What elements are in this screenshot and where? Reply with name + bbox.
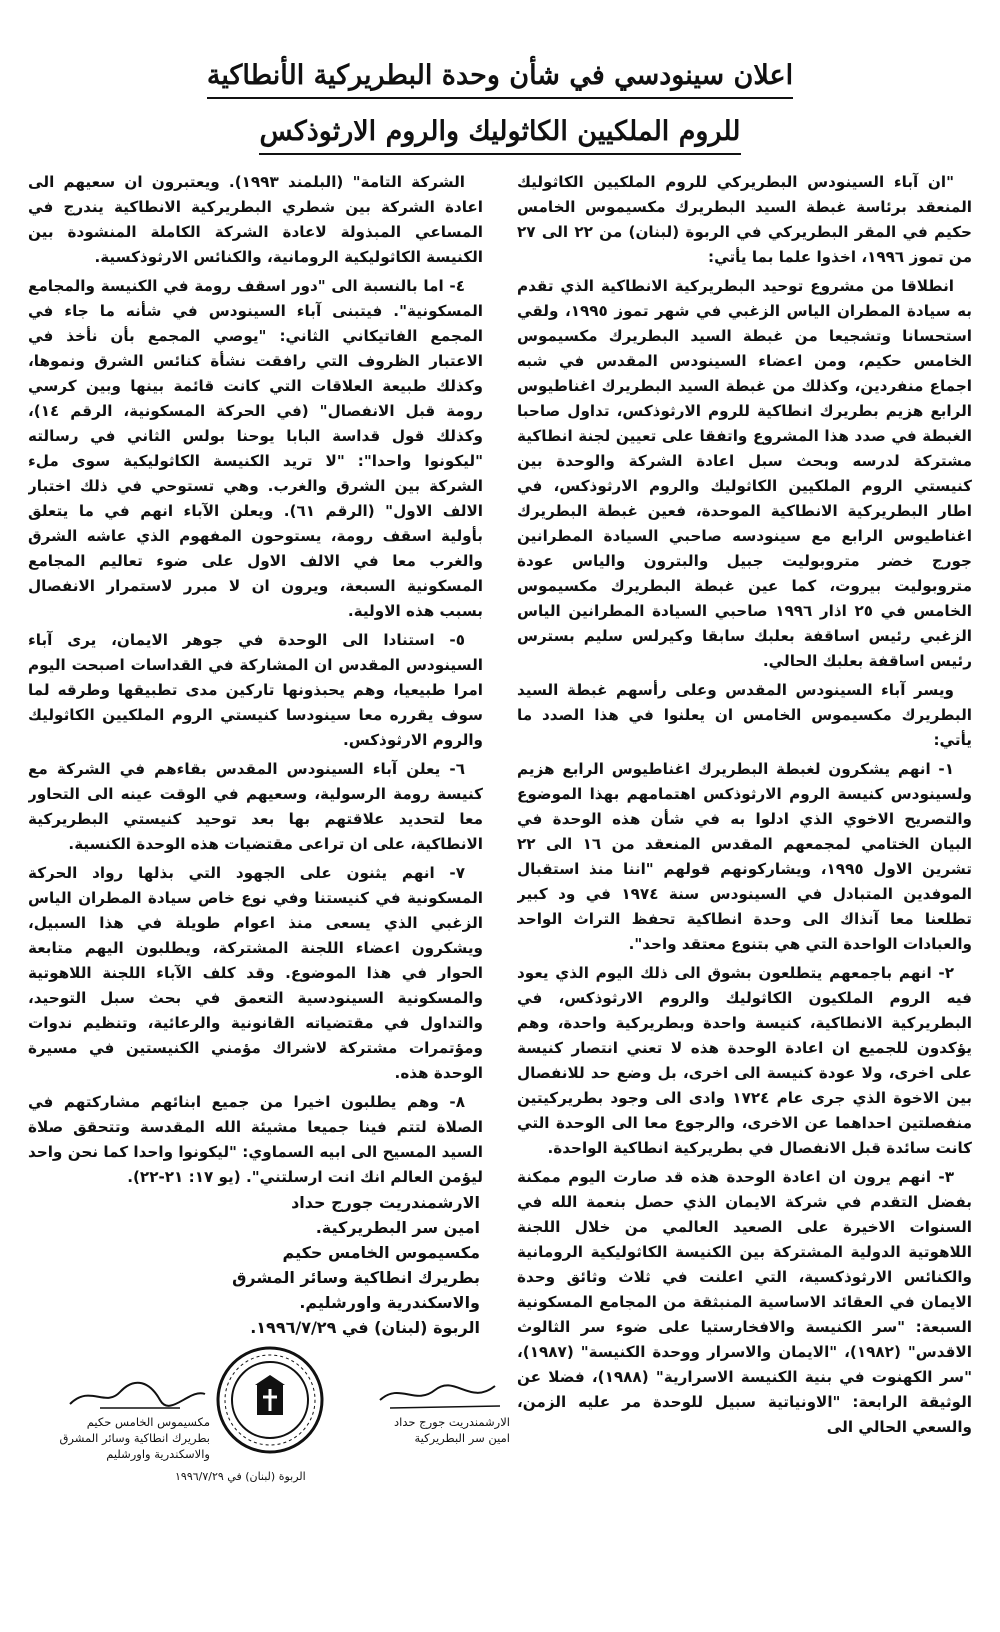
- paragraph: ٧- انهم يثنون على الجهود التي بذلها رواد الحركة المسكونية في كنيستنا وفي نوع خاص سيادة المطران الياس الزغبي الذي يسعى منذ اعوام طويلة في هذا السبيل، ويشكرون اعضاء اللجنة المشتركة، ويطلبون اليهم متابعة الحوار في هذا الموضوع. وقد كلف الآباء اللجنة اللاهوتية والمسكونية السينودسية التعمق في بحث سبل التوحيد، والتداول في مقتضياته القانونية والرعائية، وتنظيم ندوات ومؤتمرات مشتركة لاشراك مؤمني الكنيستين في مسيرة الوحدة هذه.: [28, 864, 483, 1082]
- signatory-title: امين سر البطريركية: [414, 1431, 510, 1445]
- document-subtitle: [0, 116, 1000, 147]
- patriarchal-seal: [215, 1345, 325, 1455]
- right-text-column: [517, 170, 972, 1615]
- signatory-name: الارشمندريت جورج حداد: [394, 1415, 510, 1429]
- signatory-line: الارشمندريت جورج حداد: [291, 1193, 480, 1212]
- seal-date: الربوة (لبنان) في ١٩٩٦/٧/٢٩: [175, 1470, 306, 1483]
- paragraph: ٤- اما بالنسبة الى "دور اسقف رومة في الكنيسة والمجامع المسكونية". فيتبنى آباء السينودس في شأنه ما جاء في المجمع الفاتيكاني الثاني: "يوصي المجمع بأن نأخذ في الاعتبار الظروف التي رافقت نشأة كنائس الشرق ونموها، وكذلك طبيعة العلاقات التي كانت قائمة بينها وبين كرسي رومة قبل الانفصال" (في الحركة المسكونية، الرقم ١٤)، وكذلك قول قداسة البابا يوحنا بولس الثاني في رسالته "ليكونوا واحدا": "لا تريد الكنيسة الكاثوليكية سوى ملء الشركة بين الشرق والغرب. وهي تستوحي في ذلك اختبار الالف الاول" (الرقم ٦١). ويعلن الآباء انهم في ما يتعلق بأولية اسقف رومة، يستوحون المفهوم الذي عاشه الشرق والغرب معا في الالف الاول على ضوء تعاليم المجامع المسكونية السبعة، ويرون ان لا مبرر لاستمرار الانفصال بسبب هذه الاولية.: [28, 277, 483, 620]
- signatory-line: الربوة (لبنان) في ١٩٩٦/٧/٢٩.: [250, 1318, 480, 1337]
- patriarch-signature: [40, 1378, 210, 1462]
- document-title: [0, 60, 1000, 91]
- secretary-signature: [340, 1378, 510, 1446]
- signatory-line: امين سر البطريركية.: [315, 1218, 480, 1237]
- handwritten-signature: [40, 1378, 210, 1414]
- title-line-2: للروم الملكيين الكاثوليك والروم الارثوذكس: [259, 116, 740, 155]
- paragraph: ٣- انهم يرون ان اعادة الوحدة هذه قد صارت اليوم ممكنة بفضل التقدم في شركة الايمان الذي حصل بنعمة الله في السنوات الاخيرة على الصعيد العالمي من خلال اللجنة اللاهوتية الدولية المشتركة بين الكنيسة الكاثوليكية الرومانية والكنائس الارثوذكسية، التي اعلنت في ثلاث وثائق وحدة الايمان في العقائد الاساسية المنبثقة من المجامع المسكونية السبعة: "سر الكنيسة والافخارستيا على ضوء سر الثالوث الاقدس" (١٩٨٢)، "الايمان والاسرار ووحدة الكنيسة" (١٩٨٧)، "سر الكهنوت في بنية الكنيسة الاسرارية" (١٩٨٨)، فضلا عن الوثيقة الرابعة: "الاونياتية سبيل للوحدة مر عليه الزمن، والسعي الحالي الى: [517, 1168, 972, 1436]
- paragraph: انطلاقا من مشروع توحيد البطريركية الانطاكية الذي تقدم به سيادة المطران الياس الزغبي في شهر تموز ١٩٩٥، ولقي استحسانا وتشجيعا من غبطة السيد البطريرك مكسيموس الخامس حكيم، ومن اعضاء السينودس المقدس في شبه اجماع منفردين، وكذلك من غبطة السيد البطريرك اغناطيوس الرابع هزيم بطريرك انطاكية للروم الارثوذكس، تداول صاحبا الغبطة في صدد هذا المشروع واتفقا على تعيين لجنة انطاكية مشتركة لدرسه وبحث سبل اعادة الشركة والوحدة بين كنيستي الروم الملكيين الكاثوليك والروم الارثوذكس، في اطار البطريركية الانطاكية الموحدة، فعين غبطة البطريرك اغناطيوس الرابع مع سينودسه صاحبي السيادة المطرانين جورج خضر متروبوليت جبيل والبترون والياس عودة متروبوليت بيروت، كما عين غبطة البطريرك مكسيموس الخامس في ٢٥ اذار ١٩٩٦ صاحبي السيادة المطرانين الياس الزغبي رئيس اساقفة بعلبك سابقا وكيرلس سليم بسترس رئيس اساقفة بعلبك الحالي.: [517, 277, 972, 670]
- signatory-name: مكسيموس الخامس حكيم: [86, 1415, 210, 1429]
- paragraph: ويسر آباء السينودس المقدس وعلى رأسهم غبطة السيد البطريرك مكسيموس الخامس ان يعلنوا في هذا الصدد ما يأتي:: [517, 681, 972, 749]
- title-line-1: اعلان سينودسي في شأن وحدة البطريركية الأنطاكية: [207, 60, 793, 99]
- signatory-line: والاسكندرية واورشليم.: [299, 1293, 480, 1312]
- paragraph: ٥- استنادا الى الوحدة في جوهر الايمان، يرى آباء السينودس المقدس ان المشاركة في القداسات اصبحت اليوم امرا طبيعيا، وهم يحبذونها تاركين مدى تطبيقها وطرقه لما سوف يقرره معا سينودسا كنيستي الروم الملكيين الكاثوليك والروم الارثوذكس.: [28, 631, 483, 749]
- paragraph: الشركة التامة" (البلمند ١٩٩٣). ويعتبرون ان سعيهم الى اعادة الشركة بين شطري البطريركية الانطاكية يندرج في المساعي المبذولة لاعادة الشركة الكاملة المنشودة بين الكنيسة الكاثوليكية الرومانية، والكنائس الارثوذكسية.: [28, 173, 483, 266]
- signatory-title: بطريرك انطاكية وسائر المشرق: [59, 1431, 210, 1445]
- signatory-line: مكسيموس الخامس حكيم: [282, 1243, 480, 1262]
- signature-text-block: [40, 1190, 480, 1340]
- handwritten-signature: [340, 1378, 510, 1414]
- paragraph: ٢- انهم باجمعهم يتطلعون بشوق الى ذلك اليوم الذي يعود فيه الروم الملكيون الكاثوليك والروم الارثوذكس، في البطريركية الانطاكية، كنيسة واحدة وبطريركية واحدة، وهم يؤكدون للجميع ان اعادة الوحدة هذه لا تعني انتصار كنيسة على اخرى، ولا عودة كنيسة الى اخرى، بل وضع حد للانفصال بين الاخوة الذي جرى عام ١٧٢٤ وادى الى وجود بطريركيتين منفصلتين احداهما عن الاخرى، والرجوع معا الى الوحدة التي كانت سائدة قبل الانفصال في بطريركية انطاكية الواحدة.: [517, 964, 972, 1157]
- paragraph: ٨- وهم يطلبون اخيرا من جميع ابنائهم مشاركتهم في الصلاة لتتم فينا جميعا مشيئة الله المقدسة وتتحقق صلاة السيد المسيح الى ابيه السماوي: "ليكونوا واحدا كما نحن واحد ليؤمن العالم انك انت ارسلتني". (يو ١٧: ٢١-٢٢).: [28, 1093, 483, 1186]
- signatory-line: بطريرك انطاكية وسائر المشرق: [232, 1268, 480, 1287]
- paragraph: "ان آباء السينودس البطريركي للروم الملكيين الكاثوليك المنعقد برئاسة غبطة السيد البطريرك مكسيموس الخامس حكيم في المقر البطريركي في الربوة (لبنان) من ٢٢ الى ٢٧ من تموز ١٩٩٦، اخذوا علما بما يأتي:: [517, 173, 972, 266]
- signatory-title: والاسكندرية واورشليم: [106, 1447, 210, 1461]
- paragraph: ٦- يعلن آباء السينودس المقدس بقاءهم في الشركة مع كنيسة رومة الرسولية، وسعيهم في الوقت عينه الى التحاور معا لتحديد علاقتهم بها بعد توحيد كنيستي البطريركية الانطاكية، على ان تراعى مقتضيات هذه الوحدة الكنسية.: [28, 760, 483, 853]
- paragraph: ١- انهم يشكرون لغبطة البطريرك اغناطيوس الرابع هزيم ولسينودس كنيسة الروم الارثوذكس اهتمامهم بهذا الموضوع والتصريح الاخوي الذي ادلوا به في شأن هذه الوحدة في البيان الختامي لمجمعهم المقدس المنعقد من ١٦ الى ٢٢ تشرين الاول ١٩٩٥، ويشاركونهم قولهم "اننا منذ استقبال الموفدين المتبادل في السينودس سنة ١٩٧٤ في ود كبير تطلعنا معا آنذاك الى وحدة انطاكية تحفظ التراث الواحد والعبادات الواحدة التي هي بتنوع معتقد واحد".: [517, 760, 972, 953]
